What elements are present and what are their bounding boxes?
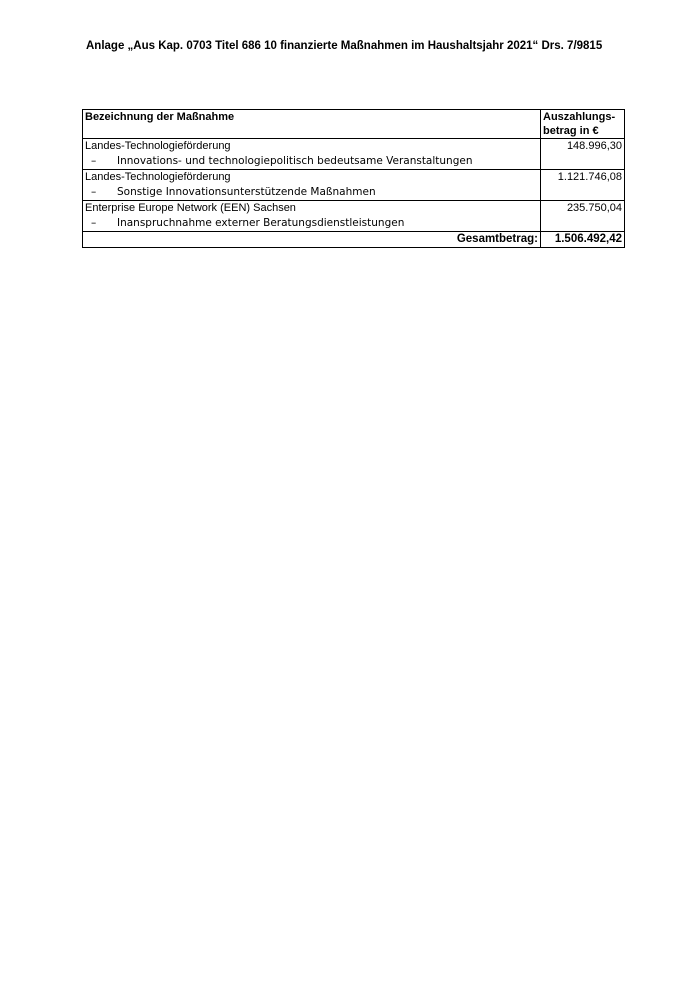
measure-subitem-text: Sonstige Innovationsunterstützende Maßnahmen <box>117 186 376 198</box>
measure-subitem <box>85 216 538 231</box>
column-header-amount-line1: Auszahlungs- <box>543 111 616 123</box>
measure-description <box>83 170 541 201</box>
total-row <box>83 232 625 248</box>
measure-subitem <box>85 154 538 169</box>
table-header-row <box>83 110 625 139</box>
dash-bullet: – <box>91 155 97 167</box>
table-row <box>83 201 625 232</box>
measure-description <box>83 201 541 232</box>
measure-subitem-text: Inanspruchnahme externer Beratungsdienstleistungen <box>117 217 405 229</box>
measure-amount: 235.750,04 <box>541 201 625 232</box>
measure-title: Enterprise Europe Network (EEN) Sachsen <box>85 202 296 214</box>
measure-subitem <box>85 185 538 200</box>
measure-title: Landes-Technologieförderung <box>85 140 231 152</box>
column-header-amount-line2: betrag in € <box>543 125 599 137</box>
total-amount: 1.506.492,42 <box>541 232 625 248</box>
measure-subitem-text: Innovations- und technologiepolitisch bedeutsame Veranstaltungen <box>117 155 473 167</box>
measure-amount: 148.996,30 <box>541 139 625 170</box>
column-header-description: Bezeichnung der Maßnahme <box>83 110 541 139</box>
table-row <box>83 170 625 201</box>
table-row <box>83 139 625 170</box>
measure-title: Landes-Technologieförderung <box>85 171 231 183</box>
measure-amount: 1.121.746,08 <box>541 170 625 201</box>
document-header: Anlage „Aus Kap. 0703 Titel 686 10 finanzierte Maßnahmen im Haushaltsjahr 2021“ Drs. 7/9815 <box>86 40 603 52</box>
total-label: Gesamtbetrag: <box>83 232 541 248</box>
measure-description <box>83 139 541 170</box>
column-header-amount <box>541 110 625 139</box>
dash-bullet: – <box>91 217 97 229</box>
dash-bullet: – <box>91 186 97 198</box>
measures-table <box>82 109 625 248</box>
